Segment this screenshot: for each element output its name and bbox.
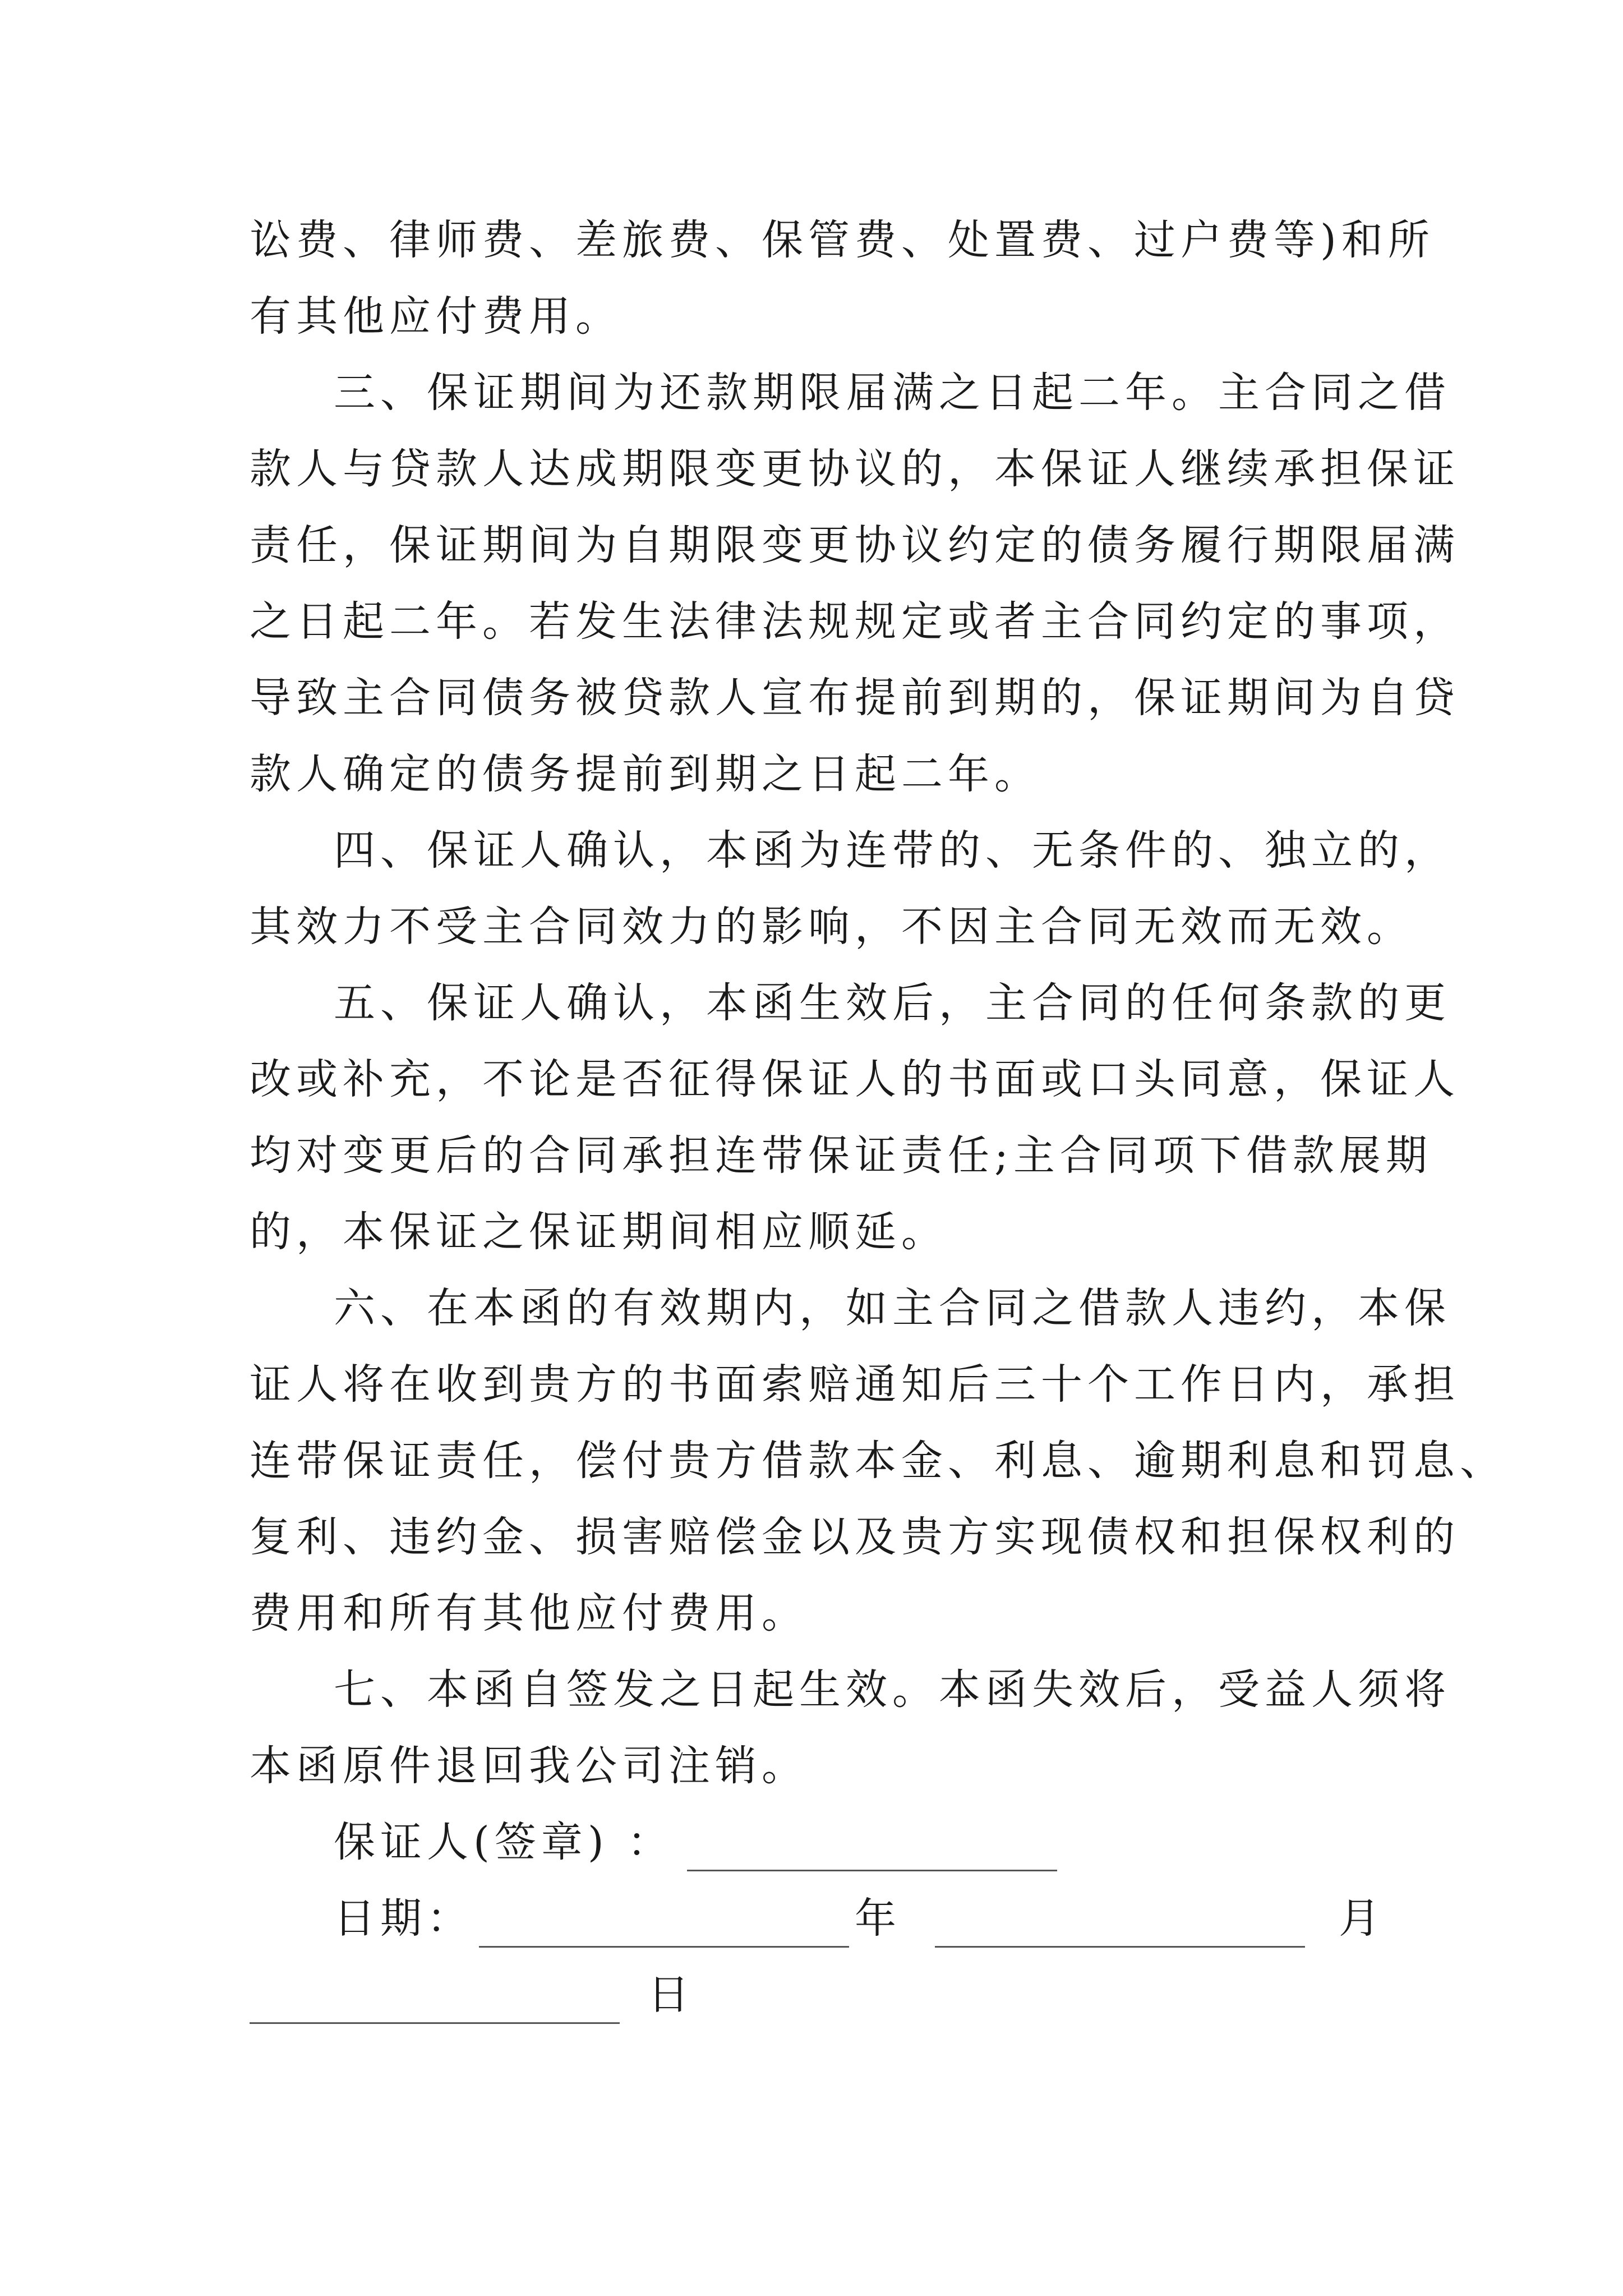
text-line: 款人确定的债务提前到期之日起二年。 bbox=[250, 750, 1041, 798]
day-blank[interactable] bbox=[250, 1977, 620, 2024]
text-line: 讼费、律师费、差旅费、保管费、处置费、过户费等)和所 bbox=[250, 216, 1435, 264]
month-label: 月 bbox=[1339, 1894, 1385, 1943]
date-label: 日期： bbox=[334, 1894, 473, 1943]
text-line: 复利、违约金、损害赔偿金以及贵方实现债权和担保权利的 bbox=[250, 1513, 1460, 1561]
text-line: 的，本保证之保证期间相应顺延。 bbox=[250, 1208, 948, 1256]
day-row bbox=[250, 1957, 1388, 2033]
text-line: 导致主合同债务被贷款人宣布提前到期的，保证期间为自贷 bbox=[250, 674, 1460, 722]
clause-4-start: 四、保证人确认，本函为连带的、无条件的、独立的， bbox=[334, 826, 1451, 875]
text-line: 之日起二年。若发生法律法规规定或者主合同约定的事项， bbox=[250, 597, 1460, 646]
clause-7-start: 七、本函自签发之日起生效。本函失效后，受益人须将 bbox=[334, 1665, 1451, 1714]
clause-3-start: 三、保证期间为还款期限届满之日起二年。主合同之借 bbox=[334, 369, 1451, 417]
text-line: 有其他应付费用。 bbox=[250, 292, 622, 341]
text-line: 证人将在收到贵方的书面索赔通知后三十个工作日内，承担 bbox=[250, 1360, 1460, 1409]
guarantor-signature-row bbox=[250, 1804, 1388, 1880]
text-line: 均对变更后的合同承担连带保证责任;主合同项下借款展期 bbox=[250, 1131, 1432, 1180]
document-page bbox=[250, 202, 1506, 2033]
guarantor-label: 保证人(签章) ： bbox=[334, 1818, 674, 1866]
month-blank[interactable] bbox=[935, 1901, 1305, 1948]
date-row bbox=[250, 1880, 1388, 1957]
text-line: 费用和所有其他应付费用。 bbox=[250, 1589, 808, 1637]
year-blank[interactable] bbox=[479, 1901, 849, 1948]
clause-6-start: 六、在本函的有效期内，如主合同之借款人违约，本保 bbox=[334, 1284, 1451, 1332]
text-line: 责任，保证期间为自期限变更协议约定的债务履行期限届满 bbox=[250, 521, 1460, 569]
text-line: 改或补充，不论是否征得保证人的书面或口头同意，保证人 bbox=[250, 1055, 1460, 1103]
day-label: 日 bbox=[648, 1971, 694, 2019]
clause-5-start: 五、保证人确认，本函生效后，主合同的任何条款的更 bbox=[334, 979, 1451, 1027]
year-label: 年 bbox=[855, 1894, 901, 1943]
text-line: 其效力不受主合同效力的影响，不因主合同无效而无效。 bbox=[250, 903, 1413, 951]
guarantor-signature-blank[interactable] bbox=[687, 1825, 1057, 1871]
text-line: 连带保证责任，偿付贵方借款本金、利息、逾期利息和罚息、 bbox=[250, 1437, 1506, 1485]
text-line: 本函原件退回我公司注销。 bbox=[250, 1742, 808, 1790]
text-line: 款人与贷款人达成期限变更协议的，本保证人继续承担保证 bbox=[250, 445, 1460, 493]
